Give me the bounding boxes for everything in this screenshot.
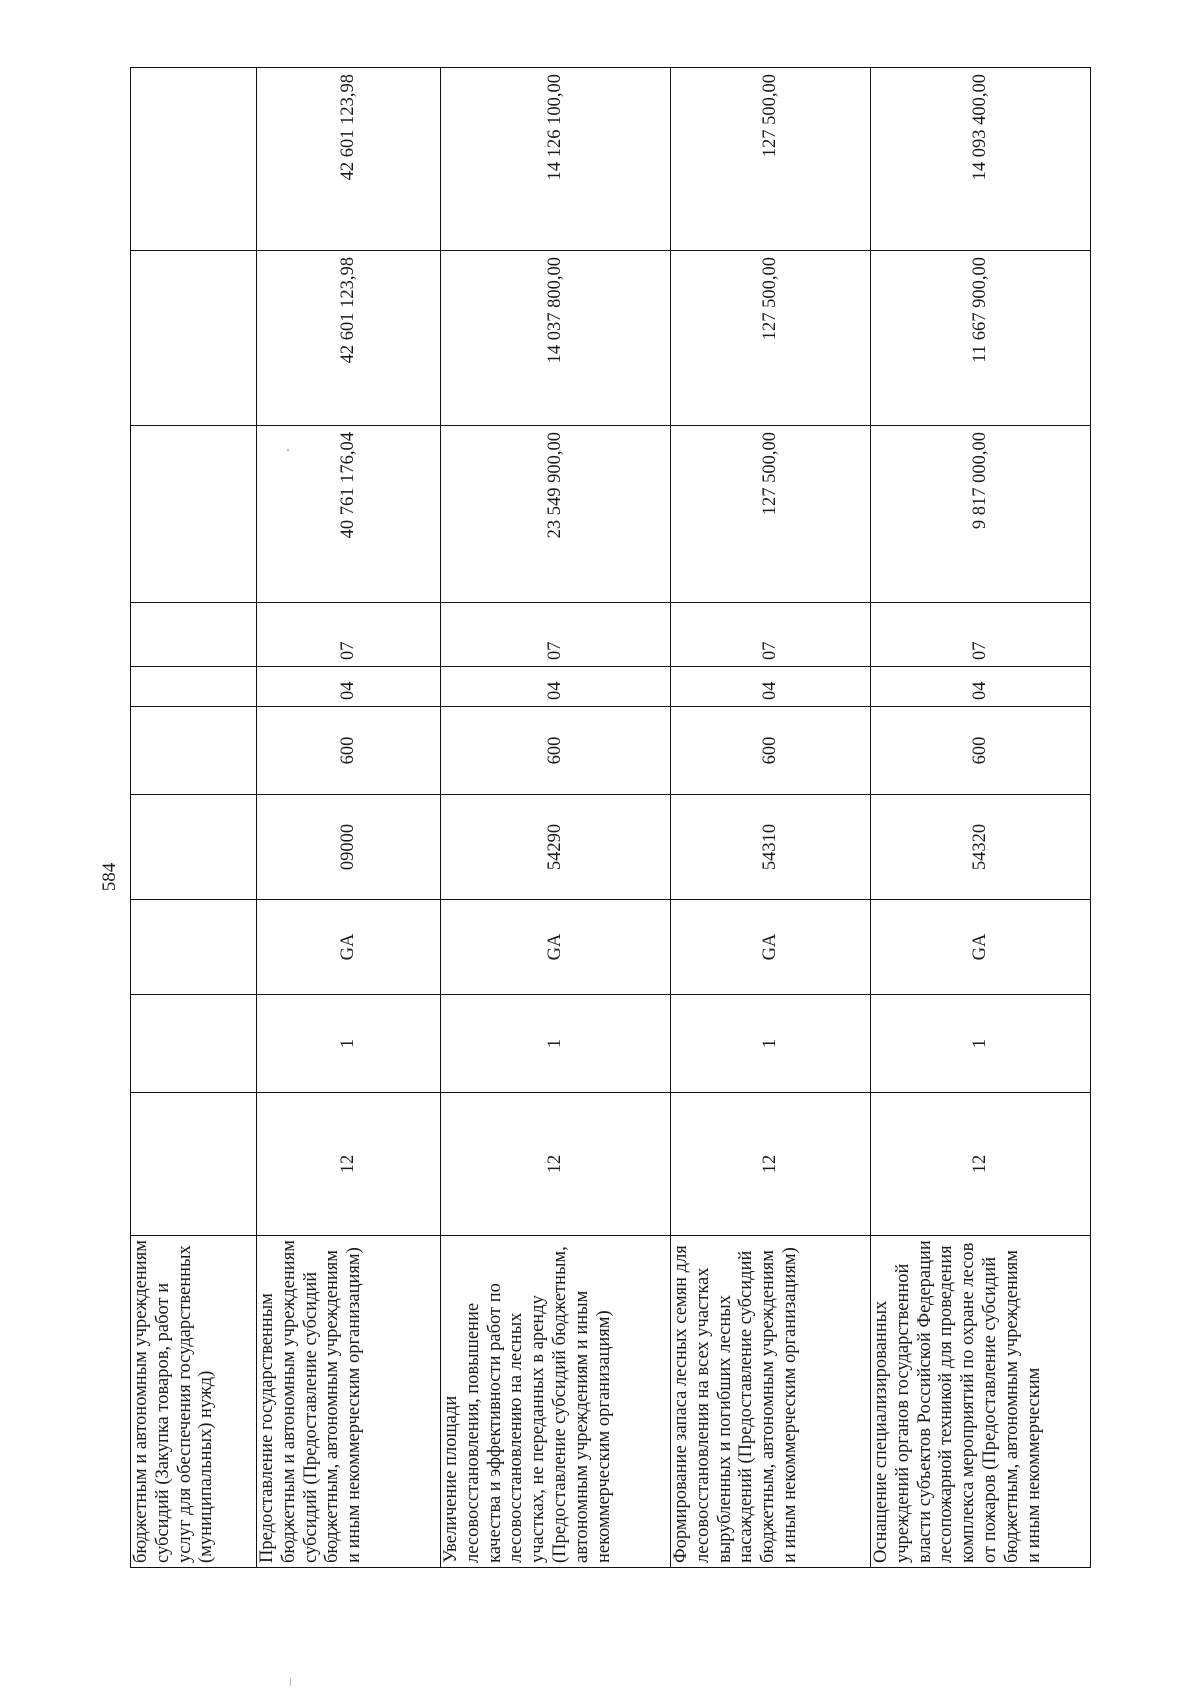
amount-3: 127 500,00 — [671, 68, 871, 251]
row-description: Увеличение площади лесовосстановления, повышение качества и эффективности работ по лесовосстановлению на лесных участках, не переданных в аренду (Предоставление субсидий бюджетным, автономным учреждениям и иным некоммерческим организациям) — [441, 1236, 671, 1568]
amount-1: 9 817 000,00 — [871, 426, 1091, 603]
amount-2: 11 667 900,00 — [871, 251, 1091, 426]
subsection-code — [131, 603, 257, 667]
amount-2: 127 500,00 — [671, 251, 871, 426]
page-number: 584 — [99, 862, 120, 892]
table-row — [871, 68, 1091, 1568]
section-code — [131, 667, 257, 707]
code-600: 600 — [671, 707, 871, 795]
code-12 — [131, 1093, 257, 1236]
row-description: Формирование запаса лесных семян для лесовосстановления на всех участках вырубленных и погибших лесных насаждений (Предоставление субсидий бюджетным, автономным учреждениям и иным некоммерческим организациям) — [671, 1236, 871, 1568]
table-row — [131, 68, 257, 1568]
code-target: 54310 — [671, 795, 871, 900]
code-600: 600 — [871, 707, 1091, 795]
code-target — [131, 795, 257, 900]
table-row — [671, 68, 871, 1568]
code-ga: GA — [257, 900, 441, 995]
row-description: бюджетным и автономным учреждениям субсидий (Закупка товаров, работ и услуг для обеспечения государственных (муниципальных) нужд) — [131, 1236, 257, 1568]
code-ga: GA — [671, 900, 871, 995]
code-target: 54290 — [441, 795, 671, 900]
rotated-table-container — [130, 68, 1090, 1568]
amount-1: 127 500,00 — [671, 426, 871, 603]
code-600 — [131, 707, 257, 795]
code-target: 54320 — [871, 795, 1091, 900]
amount-2 — [131, 251, 257, 426]
code-ga: GA — [871, 900, 1091, 995]
code-target: 09000 — [257, 795, 441, 900]
amount-1: 40 761 176,04 — [257, 426, 441, 603]
section-code: 04 — [257, 667, 441, 707]
code-1: 1 — [257, 995, 441, 1093]
code-600: 600 — [257, 707, 441, 795]
amount-3: 14 126 100,00 — [441, 68, 671, 251]
table-row — [441, 68, 671, 1568]
code-1 — [131, 995, 257, 1093]
code-ga — [131, 900, 257, 995]
table-row — [257, 68, 441, 1568]
amount-3: 14 093 400,00 — [871, 68, 1091, 251]
amount-2: 14 037 800,00 — [441, 251, 671, 426]
code-1: 1 — [871, 995, 1091, 1093]
row-description: Оснащение специализированных учреждений органов государственной власти субъектов Российской Федерации лесопожарной техникой для проведения комплекса мероприятий по охране лесов от пожаров (Предоставление субсидий бюджетным, автономным учреждениям и иным некоммерческим — [871, 1236, 1091, 1568]
row-description: Предоставление государственным бюджетным и автономным учреждениям субсидий (Предоставление субсидий бюджетным, автономным учреждениям и иным некоммерческим организациям) — [257, 1236, 441, 1568]
scan-mark — [290, 1678, 291, 1686]
code-600: 600 — [441, 707, 671, 795]
section-code: 04 — [871, 667, 1091, 707]
amount-3 — [131, 68, 257, 251]
section-code: 04 — [441, 667, 671, 707]
budget-table — [130, 67, 1091, 1568]
code-1: 1 — [671, 995, 871, 1093]
amount-2: 42 601 123,98 — [257, 251, 441, 426]
subsection-code: 07 — [441, 603, 671, 667]
subsection-code: 07 — [871, 603, 1091, 667]
code-12: 12 — [871, 1093, 1091, 1236]
scan-speck — [287, 449, 289, 451]
subsection-code: 07 — [257, 603, 441, 667]
code-12: 12 — [441, 1093, 671, 1236]
section-code: 04 — [671, 667, 871, 707]
code-12: 12 — [257, 1093, 441, 1236]
amount-1 — [131, 426, 257, 603]
code-ga: GA — [441, 900, 671, 995]
code-12: 12 — [671, 1093, 871, 1236]
amount-3: 42 601 123,98 — [257, 68, 441, 251]
code-1: 1 — [441, 995, 671, 1093]
subsection-code: 07 — [671, 603, 871, 667]
amount-1: 23 549 900,00 — [441, 426, 671, 603]
